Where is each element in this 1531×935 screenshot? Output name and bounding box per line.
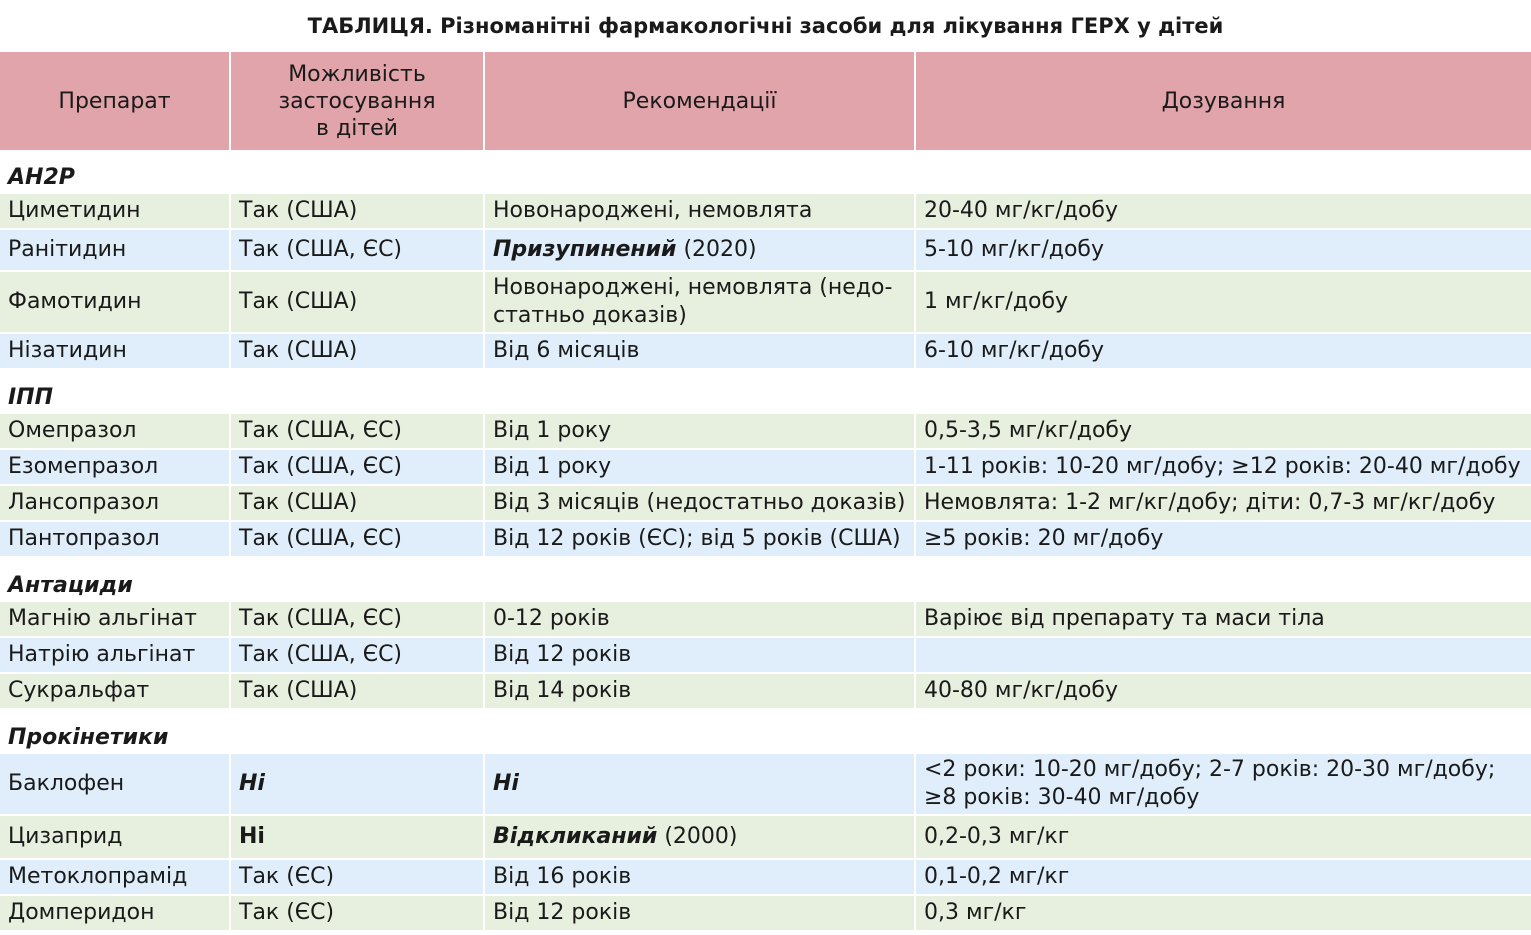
drug-name: Нізатидин — [0, 334, 231, 370]
children-use: Так (ЄС) — [231, 896, 485, 932]
children-use: Так (США, ЄС) — [231, 450, 485, 486]
recommendation-status: Відкликаний — [493, 824, 658, 849]
table-row — [0, 816, 1531, 860]
dosage: 1-11 років: 10-20 мг/добу; ≥12 років: 20-40 мг/добу — [916, 450, 1531, 486]
dosage — [916, 754, 1531, 816]
drug-name: Сукральфат — [0, 674, 231, 710]
children-use: Ні — [231, 816, 485, 860]
header-drug: Препарат — [0, 52, 231, 150]
recommendation: Від 12 років — [485, 638, 916, 674]
dosage: 20-40 мг/кг/добу — [916, 194, 1531, 230]
recommendation — [485, 272, 916, 334]
recommendation — [485, 230, 916, 272]
table-row — [0, 674, 1531, 710]
recommendation: Від 12 років (ЄС); від 5 років (США) — [485, 522, 916, 558]
dosage: 1 мг/кг/добу — [916, 272, 1531, 334]
drug-name: Фамотидин — [0, 272, 231, 334]
recommendation: Від 1 року — [485, 450, 916, 486]
header-children-line3: в дітей — [316, 115, 398, 141]
children-use: Так (США, ЄС) — [231, 414, 485, 450]
dosage: Варіює від препарату та маси тіла — [916, 602, 1531, 638]
recommendation-status: Призупинений — [493, 237, 677, 262]
section-row-ah2r — [0, 150, 1531, 194]
header-children-line2: застосування — [278, 88, 436, 114]
children-use: Так (США) — [231, 674, 485, 710]
dosage: ≥5 років: 20 мг/добу — [916, 522, 1531, 558]
section-label: Прокінетики — [0, 710, 1531, 754]
children-use: Так (США, ЄС) — [231, 602, 485, 638]
table-row — [0, 272, 1531, 334]
drug-name: Натрію альгінат — [0, 638, 231, 674]
recommendation — [485, 816, 916, 860]
recommendation-year: (2020) — [676, 237, 757, 262]
children-use: Так (США) — [231, 194, 485, 230]
recommendation-year: (2000) — [657, 824, 738, 849]
children-use: Ні — [231, 754, 485, 816]
children-use: Так (США, ЄС) — [231, 522, 485, 558]
children-use: Так (США, ЄС) — [231, 230, 485, 272]
recommendation: Від 14 років — [485, 674, 916, 710]
table-row — [0, 486, 1531, 522]
recommendation: Від 3 місяців (недостатньо доказів) — [485, 486, 916, 522]
recommendation: Від 16 років — [485, 860, 916, 896]
drug-name: Метоклопрамід — [0, 860, 231, 896]
header-children — [231, 52, 485, 150]
children-use: Так (США) — [231, 334, 485, 370]
header-row — [0, 52, 1531, 150]
drug-name: Езомепразол — [0, 450, 231, 486]
table-row — [0, 754, 1531, 816]
children-use: Так (США) — [231, 486, 485, 522]
recommendation: Від 6 місяців — [485, 334, 916, 370]
drug-name: Лансопразол — [0, 486, 231, 522]
table-row — [0, 414, 1531, 450]
section-row-antacids — [0, 558, 1531, 602]
drug-name: Омепразол — [0, 414, 231, 450]
table-row — [0, 860, 1531, 896]
section-row-ipp — [0, 370, 1531, 414]
drug-name: Домперидон — [0, 896, 231, 932]
drug-table — [0, 52, 1531, 932]
section-label: АН2Р — [0, 150, 1531, 194]
section-label: Антациди — [0, 558, 1531, 602]
dosage: 0,1-0,2 мг/кг — [916, 860, 1531, 896]
drug-name: Ранітидин — [0, 230, 231, 272]
dosage: Немовлята: 1-2 мг/кг/добу; діти: 0,7-3 мг/кг/добу — [916, 486, 1531, 522]
dosage: 0,5-3,5 мг/кг/добу — [916, 414, 1531, 450]
dosage-line1: <2 роки: 10-20 мг/добу; 2-7 років: 20-30 мг/добу; — [924, 757, 1496, 782]
children-use: Так (США, ЄС) — [231, 638, 485, 674]
drug-name: Циметидин — [0, 194, 231, 230]
drug-name: Баклофен — [0, 754, 231, 816]
table-row — [0, 230, 1531, 272]
recommendation: Ні — [485, 754, 916, 816]
dosage: 40-80 мг/кг/добу — [916, 674, 1531, 710]
recommendation: Новонароджені, немовлята — [485, 194, 916, 230]
table-row — [0, 638, 1531, 674]
table-row — [0, 522, 1531, 558]
recommendation: Від 1 року — [485, 414, 916, 450]
table-row — [0, 334, 1531, 370]
header-recommendations: Рекомендації — [485, 52, 916, 150]
drug-name: Цизаприд — [0, 816, 231, 860]
recommendation: Від 12 років — [485, 896, 916, 932]
dosage: 0,3 мг/кг — [916, 896, 1531, 932]
recommendation-line2: статньо доказів) — [493, 303, 687, 328]
children-use: Так (ЄС) — [231, 860, 485, 896]
children-use: Так (США) — [231, 272, 485, 334]
section-row-prokinetics — [0, 710, 1531, 754]
table-row — [0, 602, 1531, 638]
table-row — [0, 194, 1531, 230]
table-row — [0, 450, 1531, 486]
recommendation: 0-12 років — [485, 602, 916, 638]
section-label: ІПП — [0, 370, 1531, 414]
drug-name: Магнію альгінат — [0, 602, 231, 638]
drug-name: Пантопразол — [0, 522, 231, 558]
dosage: 6-10 мг/кг/добу — [916, 334, 1531, 370]
table-title: ТАБЛИЦЯ. Різноманітні фармакологічні засоби для лікування ГЕРХ у дітей — [307, 14, 1224, 38]
dosage: 5-10 мг/кг/добу — [916, 230, 1531, 272]
dosage — [916, 638, 1531, 674]
dosage-line2: ≥8 років: 30-40 мг/добу — [924, 785, 1200, 810]
header-dosage: Дозування — [916, 52, 1531, 150]
header-children-line1: Можливість — [288, 61, 426, 87]
table-row — [0, 896, 1531, 932]
recommendation-line1: Новонароджені, немовлята (недо- — [493, 275, 893, 300]
dosage: 0,2-0,3 мг/кг — [916, 816, 1531, 860]
